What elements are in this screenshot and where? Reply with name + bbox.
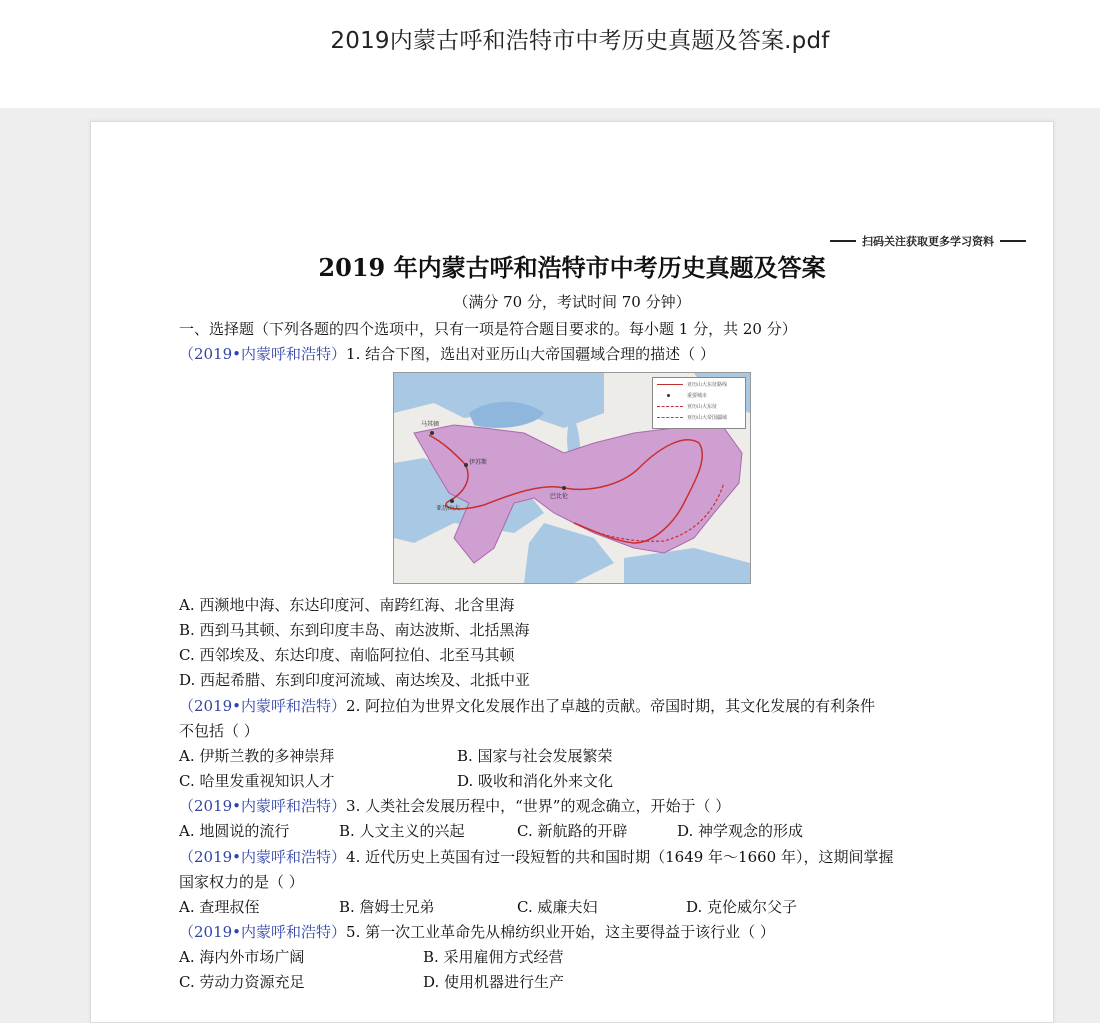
q1-option-a: A. 西濒地中海、东达印度河、南跨红海、北含里海 bbox=[179, 596, 515, 614]
legend-dash-icon bbox=[657, 406, 683, 407]
legend-item: 重要城市 bbox=[657, 391, 741, 401]
question-4 bbox=[179, 846, 894, 867]
question-1-source: （2019•内蒙呼和浩特） bbox=[179, 345, 347, 363]
question-5-stem: 5. 第一次工业革命先从棉纺织业开始，这主要得益于该行业（ ） bbox=[346, 923, 775, 941]
q5-option-d: D. 使用机器进行生产 bbox=[423, 973, 565, 991]
q4-option-a: A. 查理叔侄 bbox=[179, 898, 260, 916]
question-2 bbox=[179, 695, 875, 716]
map-label-babylon: 巴比伦 bbox=[550, 493, 569, 500]
viewer-header bbox=[0, 0, 1100, 108]
paper-title: 2019 年内蒙古呼和浩特市中考历史真题及答案 bbox=[318, 253, 826, 282]
q3-option-c: C. 新航路的开辟 bbox=[517, 822, 628, 840]
q5-option-b: B. 采用雇佣方式经营 bbox=[423, 948, 564, 966]
alexander-empire-map bbox=[393, 372, 751, 584]
q3-option-a: A. 地圆说的流行 bbox=[179, 822, 290, 840]
question-5 bbox=[179, 921, 775, 942]
question-2-stem-cont: 不包括（ ） bbox=[179, 722, 259, 740]
question-3-stem: 3. 人类社会发展历程中，“世界”的观念确立，开始于（ ） bbox=[346, 797, 731, 815]
question-4-source: （2019•内蒙呼和浩特） bbox=[179, 848, 347, 866]
question-2-source: （2019•内蒙呼和浩特） bbox=[179, 697, 347, 715]
pdf-page bbox=[90, 121, 1054, 1023]
map-label-macedonia: 马其顿 bbox=[421, 421, 440, 428]
q4-option-b: B. 詹姆士兄弟 bbox=[339, 898, 435, 916]
q2-option-b: B. 国家与社会发展繁荣 bbox=[457, 747, 613, 765]
q1-option-d: D. 西起希腊、东到印度河流域、南达埃及、北抵中亚 bbox=[179, 671, 531, 689]
slogan bbox=[830, 233, 1026, 249]
q2-option-c: C. 哈里发重视知识人才 bbox=[179, 772, 335, 790]
legend-item: 亚历山大东征路线 bbox=[657, 380, 741, 390]
legend-dot-icon bbox=[667, 394, 670, 397]
question-4-stem: 4. 近代历史上英国有过一段短暂的共和国时期（1649 年～1660 年），这期间掌握 bbox=[346, 848, 894, 866]
q2-option-d: D. 吸收和消化外来文化 bbox=[457, 772, 614, 790]
question-2-stem: 2. 阿拉伯为世界文化发展作出了卓越的贡献。帝国时期，其文化发展的有利条件 bbox=[346, 697, 876, 715]
map-legend bbox=[652, 377, 746, 429]
q5-option-c: C. 劳动力资源充足 bbox=[179, 973, 305, 991]
q4-option-c: C. 威廉夫妇 bbox=[517, 898, 598, 916]
q4-option-d: D. 克伦威尔父子 bbox=[686, 898, 798, 916]
question-1 bbox=[179, 343, 715, 364]
q1-option-c: C. 西邻埃及、东达印度、南临阿拉伯、北至马其顿 bbox=[179, 646, 515, 664]
section-heading: 一、选择题（下列各题的四个选项中，只有一项是符合题目要求的。每小题 1 分，共 20 分） bbox=[179, 320, 797, 338]
paper-subtitle: （满分 70 分，考试时间 70 分钟） bbox=[453, 293, 691, 311]
slogan-dash-right bbox=[1000, 240, 1026, 242]
q5-option-a: A. 海内外市场广阔 bbox=[179, 948, 305, 966]
legend-border-icon bbox=[657, 417, 683, 418]
question-3 bbox=[179, 795, 730, 816]
question-3-source: （2019•内蒙呼和浩特） bbox=[179, 797, 347, 815]
legend-item: 亚历山大东征 bbox=[657, 402, 741, 412]
file-title: 2019内蒙古呼和浩特市中考历史真题及答案.pdf bbox=[330, 28, 830, 54]
question-4-stem-cont: 国家权力的是（ ） bbox=[179, 873, 304, 891]
q2-option-a: A. 伊斯兰教的多神崇拜 bbox=[179, 747, 335, 765]
slogan-dash-left bbox=[830, 240, 856, 242]
question-1-stem: 1. 结合下图，选出对亚历山大帝国疆域合理的描述（ ） bbox=[346, 345, 715, 363]
map-label-issus: 伊苏斯 bbox=[469, 459, 488, 466]
slogan-text: 扫码关注获取更多学习资料 bbox=[862, 235, 994, 248]
legend-line-icon bbox=[657, 384, 683, 385]
map-label-alexandria: 亚历山大 bbox=[436, 505, 461, 512]
q1-option-b: B. 西到马其顿、东到印度丰岛、南达波斯、北括黑海 bbox=[179, 621, 530, 639]
q3-option-b: B. 人文主义的兴起 bbox=[339, 822, 465, 840]
question-5-source: （2019•内蒙呼和浩特） bbox=[179, 923, 347, 941]
q3-option-d: D. 神学观念的形成 bbox=[677, 822, 804, 840]
legend-item: 亚历山大帝国疆域 bbox=[657, 413, 741, 423]
